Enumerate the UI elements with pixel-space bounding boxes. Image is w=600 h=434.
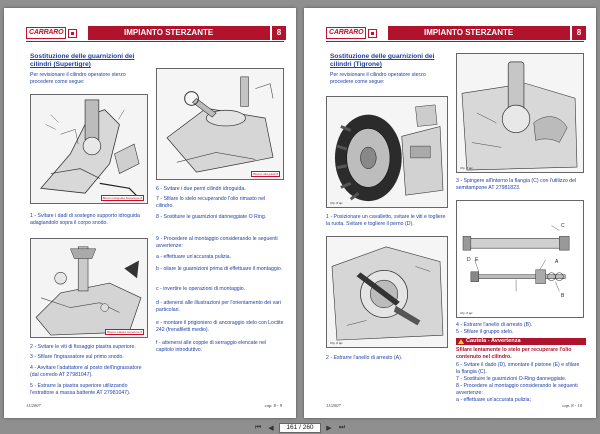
wheel-drawing	[327, 97, 447, 207]
step-8: 8 - Sostituire le guarnizioni danneggiate O Ring.	[156, 214, 267, 220]
header-title: IMPIANTO STERZANTE	[88, 26, 270, 40]
snap-ring-drawing	[327, 237, 447, 347]
step-7: 7 - Sostituire le guarnizioni O-Ring danneggiate.	[456, 376, 567, 382]
header-title: IMPIANTO STERZANTE	[388, 26, 570, 40]
step-3: 3 - Sfilare l'ingrassatore sul primo snodo.	[30, 354, 124, 360]
step-9c: c - invertire le operazioni di montaggio.	[156, 286, 246, 292]
figure-steering-block	[30, 94, 148, 204]
figure-snap-ring	[326, 236, 448, 348]
step-1: 1 - Svitare i dadi di sostegno supporto idroguida adagiandolo sopra il corpo snodo.	[30, 213, 140, 226]
intro-text: Per revisionare il cilindro operatore sterzo procedere come segue:	[330, 72, 426, 85]
step-6: 6 - Svitare i due perni cilindri idroguida.	[156, 186, 246, 192]
step-8: 8 - Procedere al montaggio considerando le seguenti avvertenze:	[456, 383, 578, 396]
brand-emblem-icon	[68, 29, 77, 38]
last-page-icon[interactable]: ⏭	[338, 424, 346, 431]
brand-name: CARRARO	[26, 27, 66, 39]
intro-text: Per revisionare il cilindro operatore sterzo procedere come segue:	[30, 72, 126, 85]
footer-page-number: cap. 8 - 9	[264, 403, 282, 408]
upper-plate-drawing	[31, 239, 147, 337]
page-navigation-bar	[0, 422, 600, 434]
figure-caption: Cfp. 8 ajc	[330, 201, 343, 205]
step-1: 1 - Posizionare un cavalletto, svitare le viti e togliere la ruota. Svitare e togliere il perno (D).	[326, 214, 446, 227]
figure-wheel	[326, 96, 448, 208]
page-indicator-input[interactable]: 161 / 260	[279, 423, 321, 433]
step-6: 6 - Svitare il dado (D), smontare il pistone (E) e sfilare la flangia (C).	[456, 362, 580, 375]
brand-emblem-icon	[368, 29, 377, 38]
figure-caption: Cfp. 8 ajc	[460, 311, 473, 315]
figure-caption: Cfp. 8 ajc	[460, 166, 473, 170]
step-9: 9 - Procedere al montaggio considerando le seguenti avvertenze:	[156, 236, 278, 249]
section-title: Sostituzione delle guarnizioni dei cilindri (Supertigre)	[30, 53, 135, 68]
section-title: Sostituzione delle guarnizioni dei cilindri (Tigrone)	[330, 53, 435, 68]
cyl-label-e: E	[475, 257, 479, 263]
cyl-label-b: B	[561, 293, 565, 299]
page-header	[26, 26, 284, 40]
flange-push-drawing	[457, 54, 583, 172]
next-page-icon[interactable]: ▶	[326, 425, 332, 432]
figure-cylinder-pins	[156, 68, 284, 180]
first-page-icon[interactable]: ⏮	[254, 424, 262, 431]
step-4: 4 - Estrarre l'anello di arresto (B).	[456, 322, 533, 328]
figure-cylinder-exploded	[456, 200, 584, 318]
step-9f: f - attenersi alle coppie di serraggio elencate nel capitolo introduttivo.	[156, 340, 267, 353]
prev-page-icon[interactable]: ◀	[268, 425, 274, 432]
figure-caption: Blocco idroguida Supertigre 8	[102, 196, 142, 200]
footer-date: 11/2007	[326, 403, 341, 408]
left-page	[4, 8, 296, 418]
cylinder-pins-drawing	[157, 69, 283, 179]
figure-caption: Blocco idroguida 8	[253, 172, 278, 176]
steering-block-drawing	[31, 95, 147, 203]
cyl-label-a: A	[555, 259, 559, 265]
figure-flange-push	[456, 53, 584, 173]
page-header	[326, 26, 584, 40]
warning-icon	[458, 339, 464, 344]
header-divider	[326, 41, 584, 42]
caution-text: Sfilare lentamente lo stelo per recuperare l'olio contenuto nel cilindro.	[456, 347, 572, 360]
step-5: 5 - Estrarre la piastra superiore utilizzando l'estrattore a massa battente AT 27981047).	[30, 383, 131, 396]
cyl-label-c: C	[561, 223, 565, 229]
cyl-label-d: D	[467, 257, 471, 263]
brand-logo	[26, 26, 88, 40]
step-7: 7 - Sfilare lo stelo recuperando l'olio rimasto nel cilindro.	[156, 196, 266, 209]
step-9e: e - montare il prigioniero di ancoraggio stelo con Loctite 242 (frenafiletti medio).	[156, 320, 284, 333]
step-9a: a - effettuare un'accurata pulizia.	[156, 254, 232, 260]
step-9d: d - attenersi alle illustrazioni per l'orientamento dei vari particolari.	[156, 300, 281, 313]
figure-caption: Blocco piastra superiore 8	[107, 330, 142, 334]
step-2: 2 - Svitare le viti di fissaggio piastra superiore.	[30, 344, 136, 350]
step-3: 3 - Spingere all'interno la flangia (C) con l'utilizzo del semitampone AT 27981823.	[456, 178, 577, 191]
footer-page-number: cap. 8 - 10	[562, 403, 582, 408]
chapter-number: 8	[572, 26, 586, 40]
brand-logo	[326, 26, 388, 40]
chapter-number: 8	[272, 26, 286, 40]
footer-date: 11/2007	[26, 403, 41, 408]
figure-upper-plate	[30, 238, 148, 338]
right-page	[304, 8, 596, 418]
header-divider	[26, 41, 284, 42]
step-8a: a - effettuare un'accurata pulizia;	[456, 397, 532, 403]
brand-name: CARRARO	[326, 27, 366, 39]
step-9b: b - oliare le guarnizioni prima di effettuare il montaggio.	[156, 266, 283, 272]
step-2: 2 - Estrarre l'anello di arresto (A).	[326, 355, 403, 361]
step-4: 4 - Avvitare l'adattatore al posto dell'ingrassatore (dal corredo AT 27981047).	[30, 365, 142, 378]
caution-banner	[456, 338, 586, 345]
caution-title: Cautela - Avvertenza	[466, 338, 521, 344]
step-5: 5 - Sfilare il gruppo stelo.	[456, 329, 514, 335]
figure-caption: Cfp. 8 ajc	[330, 341, 343, 345]
